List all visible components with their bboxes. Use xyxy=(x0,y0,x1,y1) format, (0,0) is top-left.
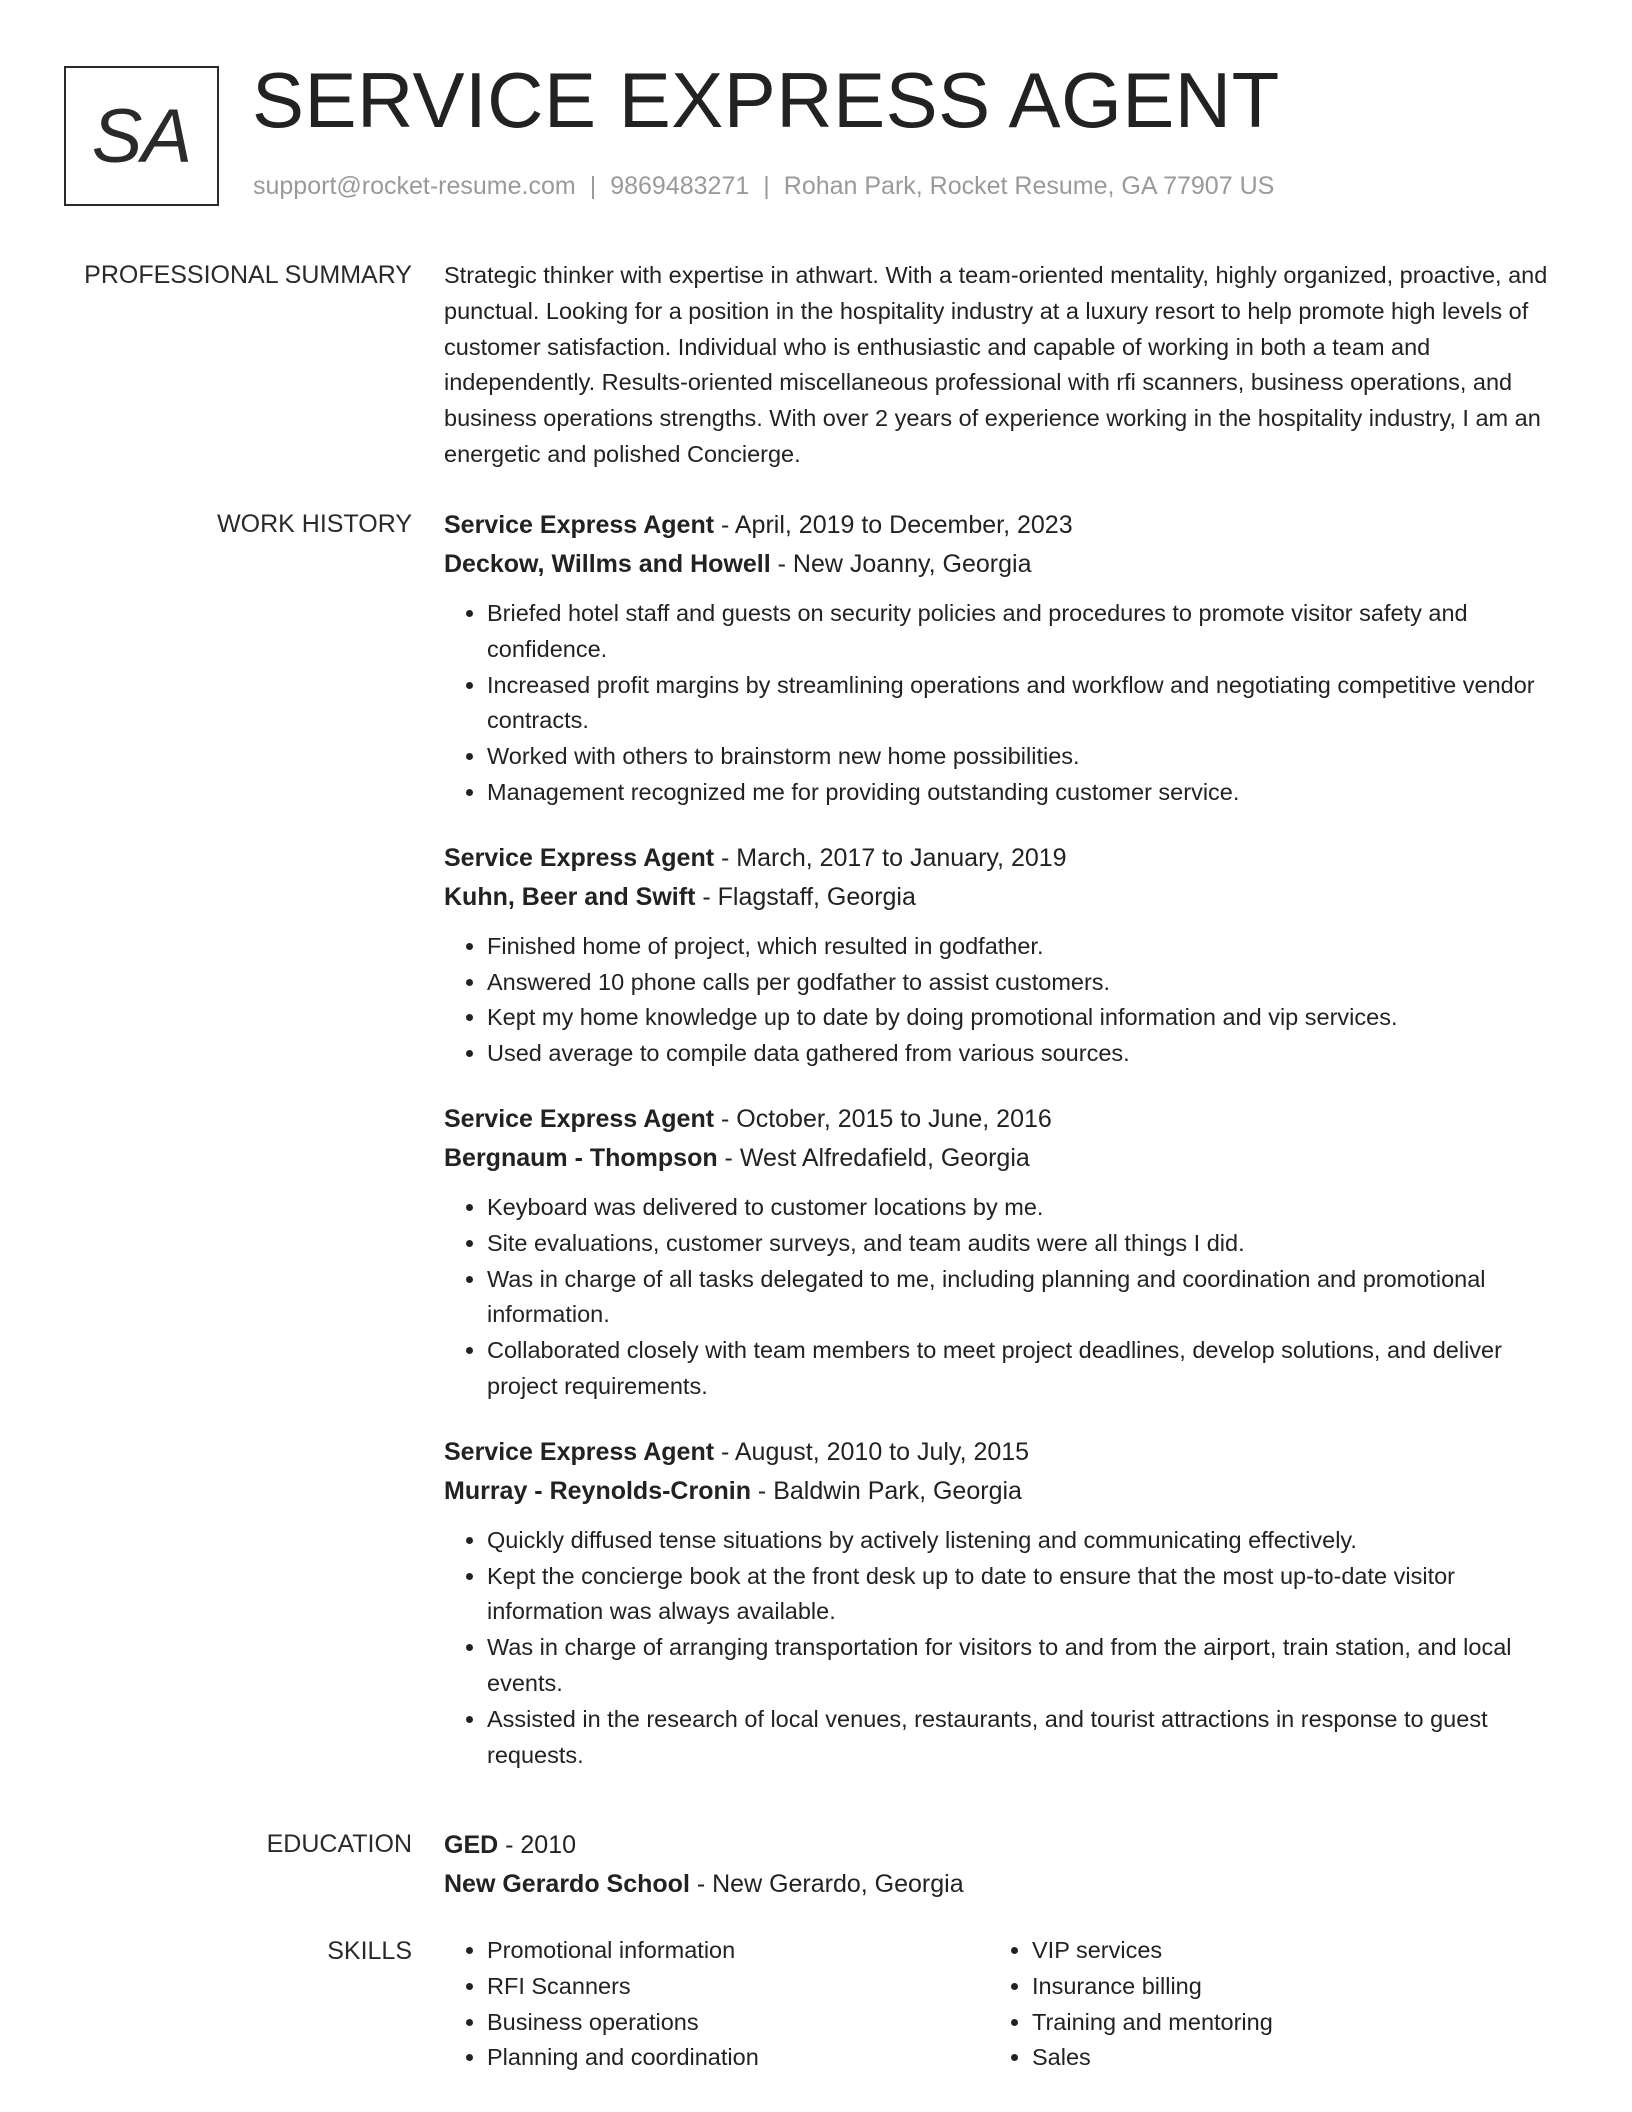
education-degree: GED xyxy=(444,1831,499,1859)
job-title-line xyxy=(444,1100,1566,1139)
job-bullet: • Briefed hotel staff and guests on security policies and procedures to promote visitor safety and confidence. xyxy=(487,596,1566,668)
skills-columns xyxy=(444,1933,1566,2076)
job-bullet: • Answered 10 phone calls per godfather to assist customers. xyxy=(487,965,1566,1001)
resume-title: SERVICE EXPRESS AGENT xyxy=(252,56,1280,144)
job-bullets xyxy=(444,929,1566,1072)
contact-phone: 9869483271 xyxy=(610,172,750,200)
work-history-body xyxy=(444,506,1566,1801)
job-entry xyxy=(444,839,1566,1072)
contact-separator: | xyxy=(763,172,770,200)
contact-address: Rohan Park, Rocket Resume, GA 77907 US xyxy=(783,172,1275,200)
job-company-line xyxy=(444,1472,1566,1511)
skill-item: • Planning and coordination xyxy=(487,2040,989,2076)
job-dates: - April, 2019 to December, 2023 xyxy=(714,511,1073,539)
skills-body xyxy=(444,1933,1566,2076)
education-school-line xyxy=(444,1865,1566,1904)
job-company: Bergnaum - Thompson xyxy=(444,1143,718,1172)
skills-label: SKILLS xyxy=(327,1937,412,1965)
education-body xyxy=(444,1826,1566,1904)
job-entry xyxy=(444,1100,1566,1405)
job-dates: - October, 2015 to June, 2016 xyxy=(714,1104,1052,1133)
job-dates: - March, 2017 to January, 2019 xyxy=(714,843,1067,872)
job-company: Deckow, Willms and Howell xyxy=(444,550,771,578)
job-bullet: • Kept my home knowledge up to date by doing promotional information and vip services. xyxy=(487,1000,1566,1036)
job-location: - Baldwin Park, Georgia xyxy=(750,1476,1022,1505)
job-title: Service Express Agent xyxy=(444,1437,715,1466)
education-label: EDUCATION xyxy=(266,1830,412,1858)
job-bullet: • Management recognized me for providing outstanding customer service. xyxy=(487,775,1566,811)
summary-text: Strategic thinker with expertise in athwart. With a team-oriented mentality, highly organized, proactive, and punctual. Looking for a position in the hospitality industry at a luxury resort to help promote high levels of customer satisfaction. Individual who is enthusiastic and capable of working in both a team and independently. Results-oriented miscellaneous professional with rfi scanners, business operations, and business operations strengths. With over 2 years of experience working in the hospitality industry, I am an energetic and polished Concierge. xyxy=(444,262,1548,467)
job-bullet: • Worked with others to brainstorm new home possibilities. xyxy=(487,739,1566,775)
education-year: - 2010 xyxy=(498,1831,577,1859)
skill-item: • Promotional information xyxy=(487,1933,989,1969)
job-company-line xyxy=(444,878,1566,917)
job-bullet: • Finished home of project, which resulted in godfather. xyxy=(487,929,1566,965)
skills-list-left xyxy=(444,1933,989,2076)
job-location: - West Alfredafield, Georgia xyxy=(717,1143,1030,1172)
job-bullets xyxy=(444,1190,1566,1405)
job-dates: - August, 2010 to July, 2015 xyxy=(714,1437,1030,1466)
contact-separator: | xyxy=(589,172,597,200)
skill-item: • Business operations xyxy=(487,2005,989,2041)
job-company: Murray - Reynolds-Cronin xyxy=(444,1476,751,1505)
job-company-line xyxy=(444,1139,1566,1178)
job-title-line xyxy=(444,1433,1566,1472)
job-bullets xyxy=(444,596,1566,811)
job-bullet: • Site evaluations, customer surveys, and team audits were all things I did. xyxy=(487,1226,1566,1262)
job-bullets xyxy=(444,1523,1566,1774)
job-title: Service Express Agent xyxy=(444,511,715,539)
skill-item: • Training and mentoring xyxy=(1032,2005,1534,2041)
job-bullet: • Collaborated closely with team members to meet project deadlines, develop solutions, and deliver project requirements. xyxy=(487,1333,1566,1405)
job-bullet: • Assisted in the research of local venues, restaurants, and tourist attractions in response to guest requests. xyxy=(487,1702,1566,1774)
job-title-line xyxy=(444,506,1566,545)
summary-label: PROFESSIONAL SUMMARY xyxy=(84,261,412,289)
job-bullet: • Was in charge of arranging transportation for visitors to and from the airport, train station, and local events. xyxy=(487,1630,1566,1702)
work-history-label: WORK HISTORY xyxy=(217,510,412,538)
education-degree-line xyxy=(444,1826,1566,1865)
skills-list-right xyxy=(989,1933,1534,2076)
job-company-line xyxy=(444,545,1566,584)
summary-body xyxy=(444,258,1566,473)
job-title: Service Express Agent xyxy=(444,843,715,872)
contact-line xyxy=(253,172,1274,201)
job-entry xyxy=(444,506,1566,811)
job-title-line xyxy=(444,839,1566,878)
initials-monogram: SA xyxy=(64,66,219,206)
job-location: - Flagstaff, Georgia xyxy=(695,882,916,911)
job-bullet: • Was in charge of all tasks delegated to me, including planning and coordination and promotional information. xyxy=(487,1262,1566,1334)
job-bullet: • Increased profit margins by streamlining operations and workflow and negotiating competitive vendor contracts. xyxy=(487,668,1566,740)
contact-email: support@rocket-resume.com xyxy=(253,172,576,200)
job-company: Kuhn, Beer and Swift xyxy=(444,882,696,911)
skill-item: • VIP services xyxy=(1032,1933,1534,1969)
job-entry xyxy=(444,1433,1566,1774)
skill-item: • Sales xyxy=(1032,2040,1534,2076)
education-school: New Gerardo School xyxy=(444,1870,690,1898)
job-bullet: • Keyboard was delivered to customer locations by me. xyxy=(487,1190,1566,1226)
job-title: Service Express Agent xyxy=(444,1104,715,1133)
skill-item: • RFI Scanners xyxy=(487,1969,989,2005)
job-location: - New Joanny, Georgia xyxy=(770,550,1032,578)
job-bullet: • Quickly diffused tense situations by actively listening and communicating effectively. xyxy=(487,1523,1566,1559)
skill-item: • Insurance billing xyxy=(1032,1969,1534,2005)
job-bullet: • Kept the concierge book at the front desk up to date to ensure that the most up-to-date visitor information was always available. xyxy=(487,1559,1566,1631)
education-location: - New Gerardo, Georgia xyxy=(689,1870,964,1898)
job-bullet: • Used average to compile data gathered from various sources. xyxy=(487,1036,1566,1072)
